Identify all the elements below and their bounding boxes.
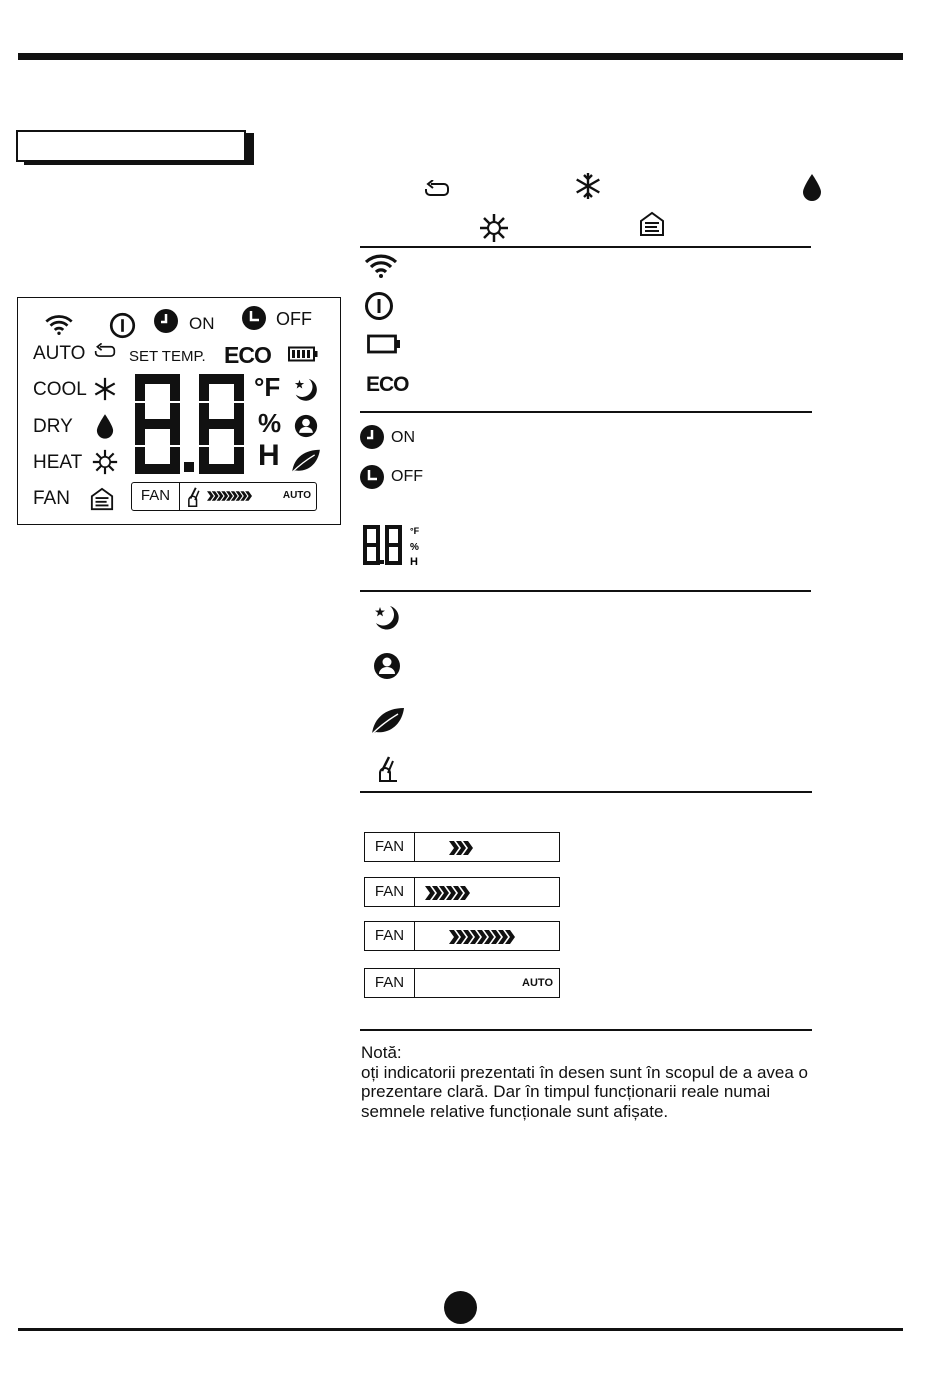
lcd-sun-icon (92, 449, 118, 475)
fan-chevrons (449, 840, 559, 856)
leaf-icon (370, 706, 406, 736)
lcd-swing-icon (185, 486, 205, 508)
sleep-icon (372, 604, 402, 632)
auto-cycle-icon (424, 180, 450, 198)
wifi-icon (364, 252, 398, 278)
fan-level-label: FAN (365, 922, 415, 950)
swing-icon (375, 755, 401, 783)
fan-level-low (364, 832, 560, 862)
bottom-rule (18, 1328, 903, 1331)
battery-icon (367, 334, 401, 354)
lcd-set-temp-label: SET TEMP. (129, 348, 206, 365)
lcd-off-label: OFF (276, 309, 312, 329)
lcd-power-icon (109, 312, 136, 339)
eco-text: ECO (366, 373, 409, 396)
note-title: Notă: (361, 1043, 402, 1062)
lcd-clock-on-icon (153, 308, 179, 334)
fan-level-high (364, 921, 560, 951)
divider-3 (360, 590, 811, 592)
svg-text:°F: °F (410, 526, 420, 536)
lcd-person-icon (294, 414, 318, 438)
lcd-leaf-icon (290, 448, 322, 474)
divider-5 (360, 1029, 812, 1031)
lcd-auto-label: AUTO (33, 343, 86, 364)
eco-icon (366, 373, 409, 397)
fan-level-label: FAN (365, 833, 415, 861)
fan-level-auto (364, 968, 560, 998)
divider-1 (360, 246, 811, 248)
fan-house-icon (639, 211, 665, 237)
timer-on-label: ON (391, 429, 415, 446)
svg-text:%: % (410, 542, 419, 553)
svg-text:H: H (410, 556, 418, 568)
note-body: oți indicatorii prezentati în desen sunt în scopul de a avea o prezentare clară. Dar în timpul funcționarii reale numai semnele relative funcționale sunt afișate. (361, 1062, 809, 1121)
page-number-badge (444, 1291, 477, 1324)
fan-level-medium (364, 877, 560, 907)
lcd-big-digits (130, 374, 252, 474)
lcd-unit-percent: % (258, 408, 282, 438)
top-rule (18, 53, 903, 60)
digits-icon (362, 524, 422, 568)
lcd-sleep-icon (292, 377, 320, 403)
snowflake-icon (574, 172, 602, 200)
lcd-eco-label: ECO (224, 342, 271, 368)
divider-2 (360, 411, 812, 413)
lcd-fan-label: FAN (33, 488, 70, 509)
lcd-fan-chevrons (207, 489, 282, 503)
lcd-cool-label: COOL (33, 379, 87, 400)
lcd-clock-off-icon (241, 305, 267, 331)
lcd-snowflake-icon (93, 377, 117, 401)
lcd-battery-icon (288, 346, 318, 362)
power-icon (364, 291, 394, 321)
lcd-fan-auto-label: AUTO (282, 490, 311, 501)
lcd-auto-cycle-icon (94, 343, 116, 359)
lcd-unit-f: °F (254, 372, 281, 402)
lcd-heat-label: HEAT (33, 452, 83, 473)
section-heading-box (16, 130, 246, 162)
fan-auto-label: AUTO (522, 977, 553, 989)
clock-off-icon (359, 464, 385, 490)
divider-4 (360, 791, 812, 793)
sun-icon (479, 213, 509, 243)
lcd-wifi-icon (44, 313, 74, 335)
lcd-fan-bar-label: FAN (132, 483, 180, 510)
clock-on-icon (359, 424, 385, 450)
person-icon (373, 652, 401, 680)
fan-level-label: FAN (365, 969, 415, 997)
lcd-panel (17, 297, 341, 525)
lcd-fan-bar (131, 482, 317, 511)
drop-icon (802, 173, 822, 201)
lcd-drop-icon (96, 413, 114, 439)
lcd-unit-h: H (258, 439, 280, 472)
fan-chevrons (425, 885, 535, 901)
lcd-fan-house-icon (90, 487, 114, 511)
timer-off-label: OFF (391, 468, 423, 485)
fan-chevrons (449, 929, 559, 945)
fan-level-label: FAN (365, 878, 415, 906)
note-block (361, 1043, 821, 1121)
lcd-dry-label: DRY (33, 416, 73, 437)
lcd-on-label: ON (189, 314, 215, 333)
